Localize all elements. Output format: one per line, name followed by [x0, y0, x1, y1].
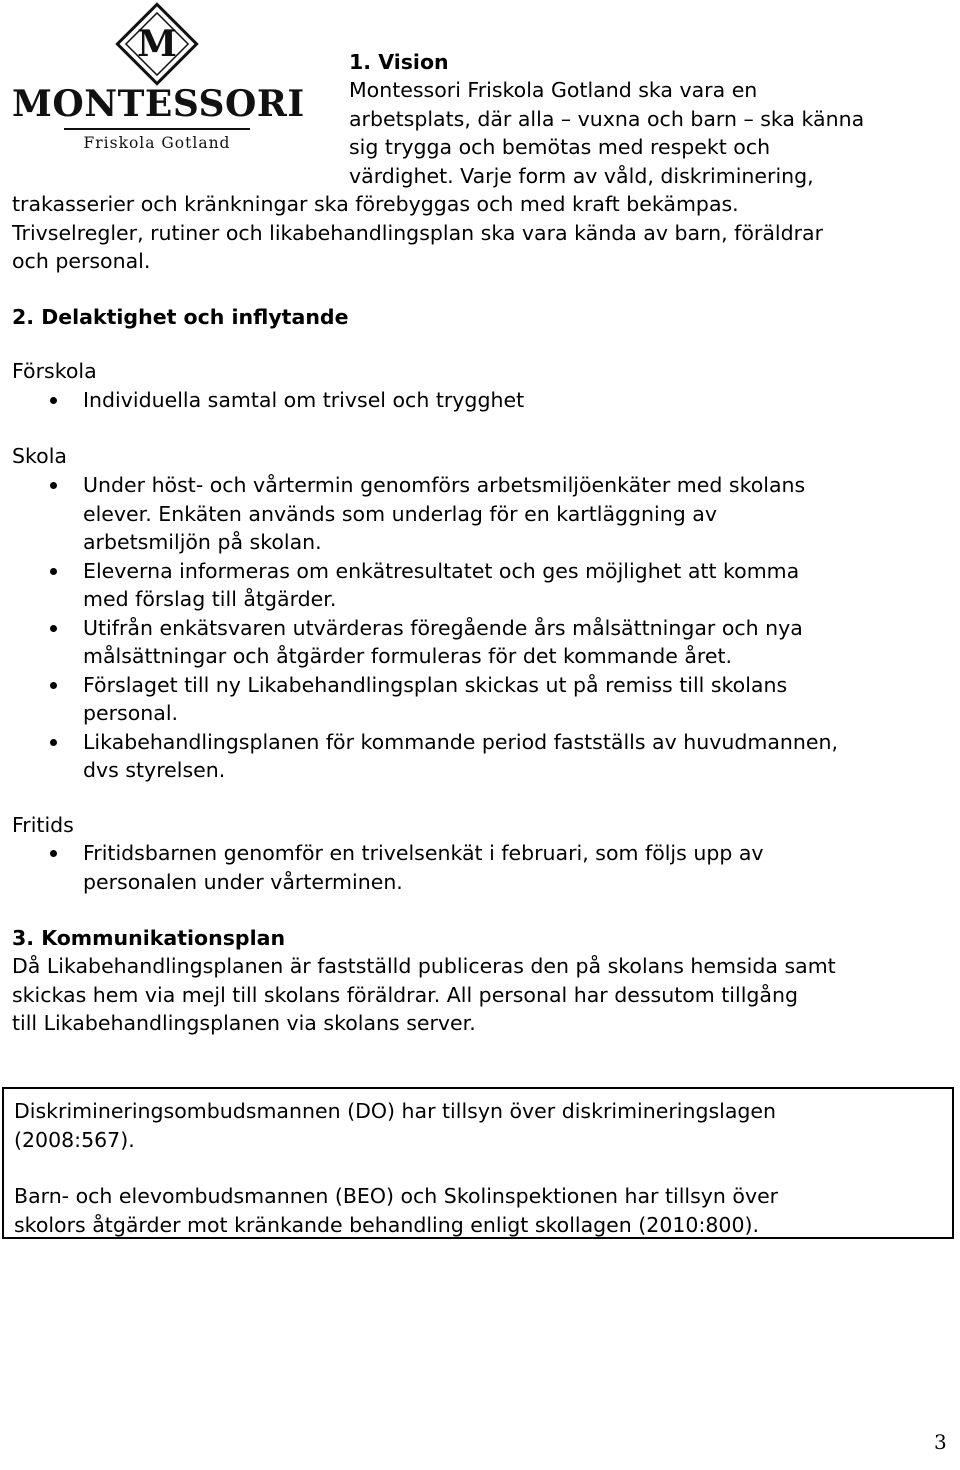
fritids-list: [12, 839, 942, 896]
text-line: Fritidsbarnen genomför en trivelsenkät i februari, som följs upp av: [83, 841, 764, 865]
text-line: Då Likabehandlingsplanen är fastställd publiceras den på skolans hemsida samt: [12, 954, 836, 978]
section-2-title: 2. Delaktighet och inflytande: [12, 305, 349, 329]
text-line: Utifrån enkätsvaren utvärderas föregående års målsättningar och nya: [83, 615, 803, 640]
text-line: arbetsplats, där alla – vuxna och barn – ska känna: [349, 106, 865, 131]
text-line: Barn- och elevombudsmannen (BEO) och Skolinspektionen har tillsyn över: [14, 1184, 779, 1208]
text-line: (2008:567).: [14, 1127, 135, 1152]
text-line: Individuella samtal om trivsel och trygghet: [83, 388, 525, 412]
text-line: personal.: [83, 701, 179, 725]
text-line: trakasserier och kränkningar ska förebyggas och med kraft bekämpas.: [12, 192, 739, 216]
text-line: med förslag till åtgärder.: [83, 587, 337, 611]
text-line: elever. Enkäten används som underlag för en kartläggning av: [83, 501, 717, 526]
list-item: [12, 839, 942, 896]
skola-list: [12, 471, 942, 785]
text-line: Under höst- och vårtermin genomförs arbetsmiljöenkäter med skolans: [83, 473, 806, 497]
text-line: personalen under vårterminen.: [83, 869, 403, 894]
list-item: [12, 614, 942, 671]
text-line: skolors åtgärder mot kränkande behandling enligt skollagen (2010:800).: [14, 1212, 759, 1237]
logo-subtitle: Friskola Gotland: [83, 134, 231, 152]
section-1-title: 1. Vision: [349, 50, 449, 74]
section-1-text-indented: [349, 76, 949, 190]
list-item: [12, 728, 942, 785]
logo-emblem-letter: M: [137, 23, 177, 65]
page-number: 3: [934, 1430, 947, 1454]
text-line: Förslaget till ny Likabehandlingsplan skickas ut på remiss till skolans: [83, 672, 788, 697]
text-line: och personal.: [12, 249, 151, 273]
montessori-logo: [12, 0, 305, 160]
text-line: arbetsmiljön på skolan.: [83, 530, 322, 554]
text-line: målsättningar och åtgärder formuleras för det kommande året.: [83, 644, 733, 668]
text-line: skickas hem via mejl till skolans föräldrar. All personal har dessutom tillgång: [12, 982, 798, 1007]
text-line: Trivselregler, rutiner och likabehandlingsplan ska vara kända av barn, föräldrar: [12, 220, 824, 245]
list-item: [12, 386, 942, 415]
text-line: till Likabehandlingsplanen via skolans server.: [12, 1011, 476, 1035]
info-paragraph-beo: [14, 1182, 942, 1239]
text-line: Montessori Friskola Gotland ska vara en: [349, 78, 758, 102]
logo-wordmark: MONTESSORI: [12, 83, 305, 125]
text-line: Diskrimineringsombudsmannen (DO) har tillsyn över diskrimineringslagen: [14, 1099, 777, 1123]
text-line: dvs styrelsen.: [83, 758, 226, 782]
forskola-list: [12, 386, 942, 415]
list-item: [12, 471, 942, 557]
text-line: Likabehandlingsplanen för kommande period fastställs av huvudmannen,: [83, 729, 839, 754]
text-line: värdighet. Varje form av våld, diskriminering,: [349, 163, 814, 188]
list-item: [12, 557, 942, 614]
skola-heading: Skola: [12, 444, 67, 468]
forskola-heading: Förskola: [12, 359, 97, 383]
list-item: [12, 671, 942, 728]
fritids-heading: Fritids: [12, 813, 74, 837]
section-3-text: [12, 952, 952, 1038]
supervision-info-box: [2, 1087, 954, 1239]
logo-rule: [64, 128, 250, 130]
info-paragraph-do: [14, 1097, 942, 1154]
text-line: Eleverna informeras om enkätresultatet och ges möjlighet att komma: [83, 558, 800, 583]
section-3-title: 3. Kommunikationsplan: [12, 926, 286, 950]
section-1-text-full: [12, 190, 952, 276]
text-line: sig trygga och bemötas med respekt och: [349, 135, 771, 159]
